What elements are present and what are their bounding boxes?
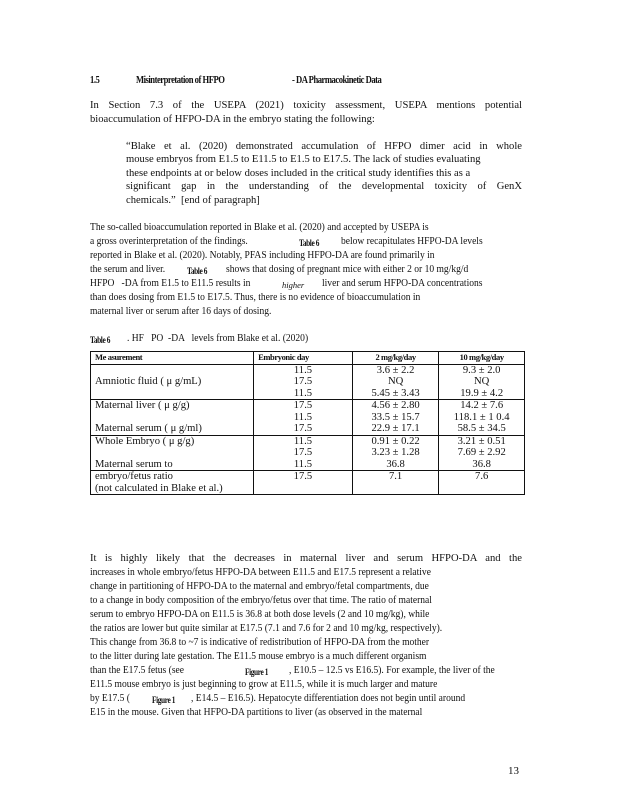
day-cell: 17.5: [254, 471, 353, 483]
quote-line: mouse embryos from E1.5 to E11.5 to E1.5 to E17.5. The lack of studies evaluating: [126, 154, 481, 165]
dose-10-cell: 14.2 ± 7.6: [439, 400, 525, 412]
dose-2-cell: 5.45 ± 3.43: [352, 388, 439, 400]
body-line: to a change in body composition of the embryo/fetus over that time. The ratio of maternal: [90, 595, 432, 606]
day-cell: 17.5: [254, 447, 353, 459]
table-row: [91, 376, 525, 388]
measurement-cell: (not calculated in Blake et al.): [91, 483, 254, 495]
table-row: [91, 400, 525, 412]
dose-10-cell: 19.9 ± 4.2: [439, 388, 525, 400]
emphasis-text: higher: [282, 280, 305, 290]
dose-2-cell: 33.5 ± 15.7: [352, 412, 439, 424]
dose-10-cell: 36.8: [439, 459, 525, 471]
body-line: HFPO -DA from E1.5 to E11.5 results in: [90, 278, 251, 289]
dose-2-cell: 4.56 ± 2.80: [352, 400, 439, 412]
body-line: increases in whole embryo/fetus HFPO-DA between E11.5 and E17.5 represent a relative: [90, 567, 431, 578]
table-header-row: [91, 352, 525, 365]
intro-line: bioaccumulation of HFPO-DA in the embryo stating the following:: [90, 114, 375, 125]
dose-10-cell: 58.5 ± 34.5: [439, 423, 525, 435]
body-line: maternal liver or serum after 16 days of dosing.: [90, 306, 272, 317]
body-line: reported in Blake et al. (2020). Notably, PFAS including HFPO-DA are found primarily in: [90, 250, 435, 261]
dose-10-cell: 7.6: [439, 471, 525, 483]
body-line: by E17.5 (: [90, 693, 130, 704]
section-number: 1.5: [90, 75, 100, 86]
figure-reference: Figure 1: [245, 667, 269, 677]
dose-10-cell: 7.69 ± 2.92: [439, 447, 525, 459]
section-title-continued: - DA Pharmacokinetic Data: [292, 75, 382, 86]
column-header: 10 mg/kg/day: [439, 352, 525, 365]
body-line: to the litter during late gestation. The E11.5 mouse embryo is a much different organism: [90, 651, 427, 662]
page-number: 13: [508, 765, 519, 777]
hfpo-da-levels-table: [90, 351, 525, 495]
table-row: [91, 388, 525, 400]
intro-line: In Section 7.3 of the USEPA (2021) toxicity assessment, USEPA mentions potential: [90, 100, 522, 111]
dose-2-cell: NQ: [352, 376, 439, 388]
dose-2-cell: 7.1: [352, 471, 439, 483]
table-row: [91, 412, 525, 424]
dose-10-cell: NQ: [439, 376, 525, 388]
quote-line: these endpoints at or below doses included in the critical study identifies this as a: [126, 168, 471, 179]
day-cell: 11.5: [254, 459, 353, 471]
measurement-cell: Amniotic fluid ( μ g/mL): [91, 376, 254, 388]
measurement-cell: Whole Embryo ( μ g/g): [91, 435, 254, 447]
body-line: than the E17.5 fetus (see: [90, 665, 184, 676]
measurement-cell: embryo/fetus ratio: [91, 471, 254, 483]
column-header: Embryonic day: [254, 352, 353, 365]
day-cell: 11.5: [254, 388, 353, 400]
body-line: , E10.5 – 12.5 vs E16.5). For example, the liver of the: [289, 665, 495, 676]
dose-2-cell: 3.23 ± 1.28: [352, 447, 439, 459]
table-row: [91, 364, 525, 376]
day-cell: 17.5: [254, 423, 353, 435]
dose-10-cell: 3.21 ± 0.51: [439, 435, 525, 447]
dose-10-cell: [439, 483, 525, 495]
quote-line: “Blake et al. (2020) demonstrated accumulation of HFPO dimer acid in whole: [126, 141, 522, 152]
body-line: than does dosing from E1.5 to E17.5. Thus, there is no evidence of bioaccumulation in: [90, 292, 421, 303]
dose-2-cell: 22.9 ± 17.1: [352, 423, 439, 435]
body-line: E11.5 mouse embryo is just beginning to grow at E11.5, while it is much larger and mature: [90, 679, 438, 690]
dose-10-cell: 9.3 ± 2.0: [439, 364, 525, 376]
quote-line: significant gap in the understanding of the developmental toxicity of GenX: [126, 181, 522, 192]
section-title: Misinterpretation of HFPO: [136, 75, 225, 86]
dose-2-cell: 3.6 ± 2.2: [352, 364, 439, 376]
table-row: [91, 435, 525, 447]
table-reference: Table 6: [187, 266, 208, 276]
day-cell: 11.5: [254, 412, 353, 424]
body-line: This change from 36.8 to ~7 is indicative of redistribution of HFPO-DA from the mother: [90, 637, 430, 648]
body-line: change in partitioning of HFPO-DA to the maternal and embryo/fetal compartments, due: [90, 581, 429, 592]
body-line: shows that dosing of pregnant mice with either 2 or 10 mg/kg/d: [226, 264, 469, 275]
dose-2-cell: 36.8: [352, 459, 439, 471]
day-cell: 11.5: [254, 435, 353, 447]
table-row: [91, 471, 525, 483]
dose-2-cell: [352, 483, 439, 495]
day-cell: 11.5: [254, 364, 353, 376]
measurement-cell: [91, 388, 254, 400]
body-line: serum to embryo HFPO-DA on E11.5 is 36.8 at both dose levels (2 and 10 mg/kg), while: [90, 609, 430, 620]
figure-reference: Figure 1: [152, 695, 176, 705]
body-line: E15 in the mouse. Given that HFPO-DA partitions to liver (as observed in the maternal: [90, 707, 423, 718]
body-line: the ratios are lower but quite similar at E17.5 (7.1 and 7.6 for 2 and 10 mg/kg, respectively).: [90, 623, 443, 634]
body-line: the serum and liver.: [90, 264, 166, 275]
measurement-cell: [91, 412, 254, 424]
day-cell: 17.5: [254, 400, 353, 412]
body-line: a gross overinterpretation of the findings.: [90, 236, 248, 247]
table-row: [91, 447, 525, 459]
column-header: 2 mg/kg/day: [352, 352, 439, 365]
measurement-cell: Maternal liver ( μ g/g): [91, 400, 254, 412]
table-row: [91, 459, 525, 471]
column-header: Me asurement: [91, 352, 254, 365]
dose-10-cell: 118.1 ± 1 0.4: [439, 412, 525, 424]
day-cell: 17.5: [254, 376, 353, 388]
body-line: , E14.5 – E16.5). Hepatocyte differentiation does not begin until around: [191, 693, 466, 704]
table-row: [91, 483, 525, 495]
table-caption-label: Table 6: [90, 335, 111, 345]
measurement-cell: [91, 364, 254, 376]
body-line: below recapitulates HFPO-DA levels: [341, 236, 483, 247]
measurement-cell: [91, 447, 254, 459]
table-row: [91, 423, 525, 435]
body-line: The so-called bioaccumulation reported in Blake et al. (2020) and accepted by USEPA is: [90, 222, 429, 233]
day-cell: [254, 483, 353, 495]
quote-line: chemicals.” [end of paragraph]: [126, 195, 260, 206]
dose-2-cell: 0.91 ± 0.22: [352, 435, 439, 447]
measurement-cell: Maternal serum to: [91, 459, 254, 471]
table-reference: Table 6: [299, 238, 320, 248]
body-line: liver and serum HFPO-DA concentrations: [322, 278, 483, 289]
body-line: It is highly likely that the decreases in maternal liver and serum HFPO-DA and the: [90, 553, 522, 564]
table-caption-text: . HF PO -DA levels from Blake et al. (2020): [127, 333, 309, 344]
measurement-cell: Maternal serum ( μ g/ml): [91, 423, 254, 435]
